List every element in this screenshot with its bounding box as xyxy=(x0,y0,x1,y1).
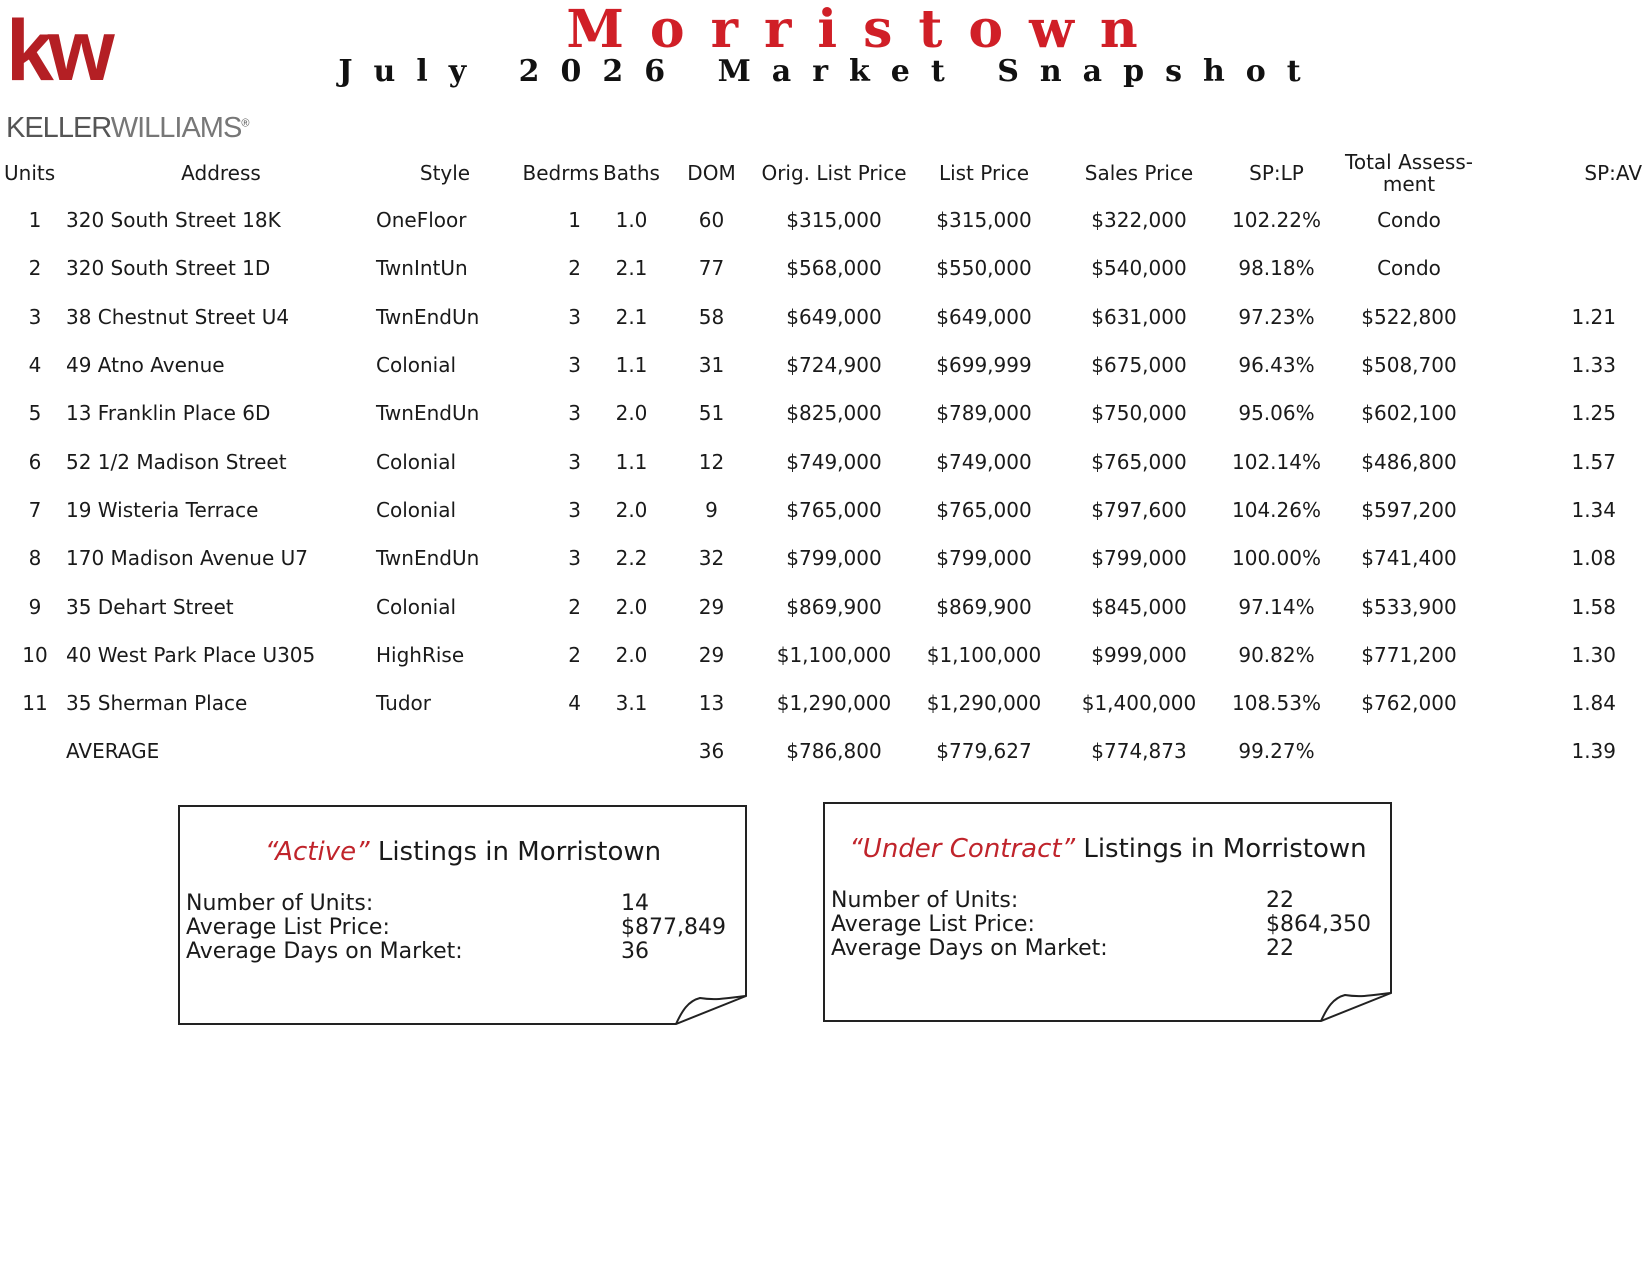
sp-lp-cell: 98.18% xyxy=(1238,256,1315,281)
orig-list-price-cell: $765,000 xyxy=(786,497,882,522)
sp-av-cell: 1.21 xyxy=(1571,304,1616,329)
table-row xyxy=(4,534,1644,582)
total-assessment-cell xyxy=(1334,727,1484,775)
active-price-value: $877,849 xyxy=(621,915,726,940)
table-row xyxy=(4,631,1644,679)
logo-brand-bold: KELLER xyxy=(6,112,111,144)
sales-price-cell: $750,000 xyxy=(1091,401,1187,426)
total-assessment-cell: $508,700 xyxy=(1361,353,1457,378)
contract-price-label: Average List Price: xyxy=(831,912,1035,937)
sales-price-cell: $322,000 xyxy=(1091,208,1187,233)
sp-lp-cell: 108.53% xyxy=(1232,691,1321,716)
sales-price-cell: $631,000 xyxy=(1091,304,1187,329)
address-cell: 13 Franklin Place 6D xyxy=(66,401,271,426)
address-cell: 170 Madison Avenue U7 xyxy=(66,546,309,571)
col-header-total-assessment xyxy=(1334,150,1484,196)
bedrms-cell: 3 xyxy=(568,401,581,426)
orig-list-price-cell: $315,000 xyxy=(786,208,882,233)
sp-lp-cell: 90.82% xyxy=(1238,642,1315,667)
average-orig-list-price: $786,800 xyxy=(786,739,882,764)
sp-av-cell: 1.84 xyxy=(1571,691,1616,716)
average-list-price: $779,627 xyxy=(936,739,1032,764)
total-assessment-cell: $522,800 xyxy=(1361,304,1457,329)
contract-dom-row xyxy=(831,936,1421,961)
keller-williams-logo xyxy=(6,3,249,144)
average-label: AVERAGE xyxy=(66,739,160,764)
dom-cell: 9 xyxy=(705,497,718,522)
table-row xyxy=(4,341,1644,389)
orig-list-price-cell: $1,290,000 xyxy=(776,691,892,716)
list-price-cell: $789,000 xyxy=(936,401,1032,426)
contract-price-row xyxy=(831,912,1421,937)
sp-av-cell: 1.58 xyxy=(1571,594,1616,619)
sales-price-cell: $799,000 xyxy=(1091,546,1187,571)
contract-dom-label: Average Days on Market: xyxy=(831,936,1108,961)
address-cell: 320 South Street 1D xyxy=(66,256,271,281)
list-price-cell: $799,000 xyxy=(936,546,1032,571)
bedrms-cell: 2 xyxy=(568,594,581,619)
sp-lp-cell: 100.00% xyxy=(1232,546,1321,571)
list-price-cell: $649,000 xyxy=(936,304,1032,329)
sp-lp-cell: 97.23% xyxy=(1238,304,1315,329)
sp-av-cell: 1.08 xyxy=(1571,546,1616,571)
contract-units-row xyxy=(831,888,1421,913)
active-listings-card xyxy=(178,805,778,1035)
sp-av-cell: 1.25 xyxy=(1571,401,1616,426)
bedrms-cell: 3 xyxy=(568,353,581,378)
bedrms-cell: 3 xyxy=(568,449,581,474)
sales-price-cell: $1,400,000 xyxy=(1081,691,1197,716)
col-header-address: Address xyxy=(181,161,261,185)
total-assessment-cell: $602,100 xyxy=(1361,401,1457,426)
units-cell: 10 xyxy=(22,642,48,667)
sp-av-cell: 1.34 xyxy=(1571,497,1616,522)
list-price-cell: $749,000 xyxy=(936,449,1032,474)
bedrms-cell: 2 xyxy=(568,642,581,667)
active-card-title xyxy=(178,837,748,867)
style-cell: TwnEndUn xyxy=(376,546,480,571)
total-assessment-cell: $771,200 xyxy=(1361,642,1457,667)
contract-units-label: Number of Units: xyxy=(831,888,1019,913)
col-header-units: Units xyxy=(4,161,56,185)
address-cell: 35 Dehart Street xyxy=(66,594,234,619)
total-assessment-cell: Condo xyxy=(1377,256,1441,281)
sp-av-cell: 1.57 xyxy=(1571,449,1616,474)
bedrms-cell: 2 xyxy=(568,256,581,281)
active-price-label: Average List Price: xyxy=(186,915,390,940)
total-assessment-cell: Condo xyxy=(1377,208,1441,233)
bedrms-cell: 3 xyxy=(568,497,581,522)
dom-cell: 58 xyxy=(698,304,725,329)
total-assessment-cell: $533,900 xyxy=(1361,594,1457,619)
active-card-title-highlight: “Active” xyxy=(264,837,370,867)
units-cell: 5 xyxy=(28,401,42,426)
orig-list-price-cell: $649,000 xyxy=(786,304,882,329)
col-header-sales-price: Sales Price xyxy=(1084,161,1194,185)
page-subtitle: July 2026 Market Snapshot xyxy=(338,54,1322,89)
bedrms-cell xyxy=(514,727,599,775)
average-sales-price: $774,873 xyxy=(1091,739,1187,764)
average-sp-lp: 99.27% xyxy=(1238,739,1315,764)
address-cell: 320 South Street 18K xyxy=(66,208,281,233)
col-header-sp-av: SP:AV xyxy=(1584,161,1642,185)
active-units-value: 14 xyxy=(621,891,649,916)
active-units-label: Number of Units: xyxy=(186,891,374,916)
table-row xyxy=(4,679,1644,727)
sales-price-cell: $797,600 xyxy=(1091,497,1187,522)
table-row xyxy=(4,293,1644,341)
address-cell: 49 Atno Avenue xyxy=(66,353,225,378)
units-cell: 7 xyxy=(28,497,42,522)
dom-cell: 13 xyxy=(698,691,725,716)
sales-price-cell: $999,000 xyxy=(1091,642,1187,667)
style-cell xyxy=(376,727,514,775)
active-card-title-rest: Listings in Morristown xyxy=(369,837,662,867)
active-dom-value: 36 xyxy=(621,939,649,964)
table-header-row xyxy=(4,150,1644,196)
table-row xyxy=(4,196,1644,244)
units-cell: 6 xyxy=(28,449,42,474)
active-dom-row xyxy=(186,939,776,964)
orig-list-price-cell: $568,000 xyxy=(786,256,882,281)
style-cell: Tudor xyxy=(376,691,432,716)
dom-cell: 60 xyxy=(698,208,725,233)
total-assessment-cell: $486,800 xyxy=(1361,449,1457,474)
style-cell: OneFloor xyxy=(376,208,467,233)
sp-av-cell xyxy=(1484,244,1644,292)
baths-cell xyxy=(599,727,664,775)
style-cell: Colonial xyxy=(376,449,457,474)
style-cell: TwnEndUn xyxy=(376,401,480,426)
under-contract-listings-card xyxy=(823,802,1423,1032)
sp-lp-cell: 102.22% xyxy=(1232,208,1321,233)
col-header-orig-list-price: Orig. List Price xyxy=(761,161,907,185)
style-cell: TwnEndUn xyxy=(376,304,480,329)
sales-price-cell: $845,000 xyxy=(1091,594,1187,619)
col-header-baths: Baths xyxy=(603,161,660,185)
dom-cell: 12 xyxy=(698,449,725,474)
dom-cell: 29 xyxy=(698,594,725,619)
total-assessment-cell: $741,400 xyxy=(1361,546,1457,571)
contract-card-title-rest: Listings in Morristown xyxy=(1075,834,1367,864)
logo-brand-thin: WILLIAMS xyxy=(110,112,242,144)
style-cell: Colonial xyxy=(376,594,457,619)
bedrms-cell: 3 xyxy=(568,546,581,571)
style-cell: TwnIntUn xyxy=(376,256,468,281)
address-cell: 35 Sherman Place xyxy=(66,691,248,716)
table-row xyxy=(4,486,1644,534)
baths-cell: 1.1 xyxy=(615,353,648,378)
active-dom-label: Average Days on Market: xyxy=(186,939,463,964)
baths-cell: 2.2 xyxy=(615,546,648,571)
sales-price-cell: $765,000 xyxy=(1091,449,1187,474)
address-cell: 38 Chestnut Street U4 xyxy=(66,304,290,329)
list-price-cell: $550,000 xyxy=(936,256,1032,281)
dom-cell: 31 xyxy=(698,353,725,378)
total-assessment-cell: $762,000 xyxy=(1361,691,1457,716)
style-cell: Colonial xyxy=(376,353,457,378)
col-header-sp-lp: SP:LP xyxy=(1249,161,1304,185)
sales-price-cell: $540,000 xyxy=(1091,256,1187,281)
col-header-bedrms: Bedrms xyxy=(522,161,599,185)
contract-price-value: $864,350 xyxy=(1266,912,1371,937)
logo-wordmark xyxy=(6,112,248,145)
orig-list-price-cell: $869,900 xyxy=(786,594,882,619)
units-cell: 1 xyxy=(28,208,42,233)
address-cell: 52 1/2 Madison Street xyxy=(66,449,287,474)
orig-list-price-cell: $825,000 xyxy=(786,401,882,426)
col-header-total-assessment-line1: Total Assess- xyxy=(1345,150,1473,174)
bedrms-cell: 1 xyxy=(568,208,581,233)
orig-list-price-cell: $1,100,000 xyxy=(776,642,892,667)
contract-card-title-highlight: “Under Contract” xyxy=(849,834,1076,864)
average-row xyxy=(4,727,1644,775)
logo-brand-suffix: ® xyxy=(241,117,249,130)
baths-cell: 2.1 xyxy=(615,256,648,281)
sp-av-cell: 1.33 xyxy=(1571,353,1616,378)
sp-lp-cell: 97.14% xyxy=(1238,594,1315,619)
baths-cell: 2.0 xyxy=(615,401,648,426)
sp-av-cell: 1.30 xyxy=(1571,642,1616,667)
market-table xyxy=(4,150,1644,776)
list-price-cell: $1,290,000 xyxy=(926,691,1042,716)
col-header-dom: DOM xyxy=(687,161,736,185)
average-sp-av: 1.39 xyxy=(1571,739,1616,764)
list-price-cell: $699,999 xyxy=(936,353,1032,378)
active-price-row xyxy=(186,915,776,940)
sp-lp-cell: 96.43% xyxy=(1238,353,1315,378)
dom-cell: 77 xyxy=(698,256,725,281)
baths-cell: 1.0 xyxy=(615,208,648,233)
dom-cell: 29 xyxy=(698,642,725,667)
contract-dom-value: 22 xyxy=(1266,936,1294,961)
units-cell: 11 xyxy=(22,691,48,716)
baths-cell: 2.0 xyxy=(615,594,648,619)
orig-list-price-cell: $799,000 xyxy=(786,546,882,571)
table-row xyxy=(4,244,1644,292)
contract-units-value: 22 xyxy=(1266,888,1294,913)
baths-cell: 2.0 xyxy=(615,497,648,522)
dom-cell: 32 xyxy=(698,546,725,571)
table-row xyxy=(4,437,1644,485)
average-dom: 36 xyxy=(698,739,725,764)
units-cell: 3 xyxy=(28,304,42,329)
col-header-total-assessment-line2: ment xyxy=(1382,172,1436,196)
orig-list-price-cell: $724,900 xyxy=(786,353,882,378)
address-cell: 19 Wisteria Terrace xyxy=(66,497,259,522)
style-cell: Colonial xyxy=(376,497,457,522)
sp-lp-cell: 104.26% xyxy=(1232,497,1321,522)
dom-cell: 51 xyxy=(698,401,725,426)
logo-mark: kw xyxy=(6,3,109,99)
units-cell: 2 xyxy=(28,256,42,281)
active-units-row xyxy=(186,891,776,916)
contract-card-title xyxy=(823,834,1393,864)
list-price-cell: $1,100,000 xyxy=(926,642,1042,667)
total-assessment-cell: $597,200 xyxy=(1361,497,1457,522)
units-cell: 8 xyxy=(28,546,42,571)
sales-price-cell: $675,000 xyxy=(1091,353,1187,378)
baths-cell: 3.1 xyxy=(615,691,648,716)
baths-cell: 1.1 xyxy=(615,449,648,474)
sp-lp-cell: 102.14% xyxy=(1232,449,1321,474)
col-header-list-price: List Price xyxy=(938,161,1030,185)
units-cell: 4 xyxy=(28,353,42,378)
style-cell: HighRise xyxy=(376,642,465,667)
col-header-style: Style xyxy=(419,161,471,185)
page-title: Morristown xyxy=(566,0,1164,60)
list-price-cell: $315,000 xyxy=(936,208,1032,233)
sp-lp-cell: 95.06% xyxy=(1238,401,1315,426)
address-cell: 40 West Park Place U305 xyxy=(66,642,316,667)
table-row xyxy=(4,389,1644,437)
list-price-cell: $869,900 xyxy=(936,594,1032,619)
baths-cell: 2.1 xyxy=(615,304,648,329)
units-cell: 9 xyxy=(28,594,42,619)
units-cell xyxy=(4,727,66,775)
sp-av-cell xyxy=(1484,196,1644,244)
orig-list-price-cell: $749,000 xyxy=(786,449,882,474)
bedrms-cell: 3 xyxy=(568,304,581,329)
baths-cell: 2.0 xyxy=(615,642,648,667)
list-price-cell: $765,000 xyxy=(936,497,1032,522)
table-row xyxy=(4,582,1644,630)
bedrms-cell: 4 xyxy=(568,691,581,716)
